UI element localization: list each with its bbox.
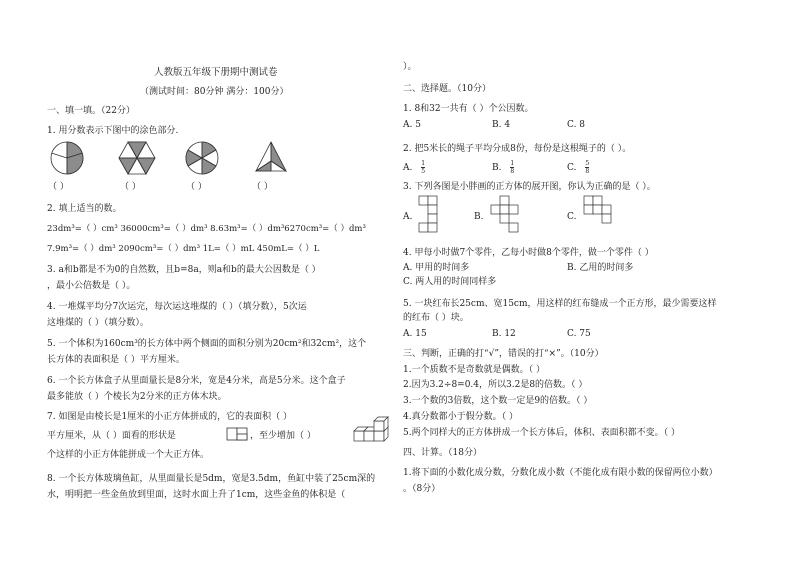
choice-2-option-a[interactable] bbox=[403, 160, 425, 175]
q1-answer-blank-2[interactable]: （ ） bbox=[120, 182, 141, 192]
question-7-line-2a: 平方厘米，从（ ）面看的形状是 bbox=[47, 431, 176, 441]
judge-2: 2.因为3.2÷8=0.4，所以3.2是8的倍数。（ ） bbox=[403, 380, 588, 390]
exam-title: 人教版五年级下册期中测试卷 bbox=[154, 67, 278, 78]
choice-4-option-c[interactable]: C. 两人用的时间同样多 bbox=[403, 277, 497, 287]
choice-2: 2. 把5米长的绳子平均分成8份，每份是这根绳子的（ ）。 bbox=[403, 144, 632, 154]
question-5-line-1: 5. 一个体积为160cm³的长方体中两个侧面的面积分别为20cm²和32cm²，这个 bbox=[47, 339, 367, 349]
judge-5: 5.两个同样大的正方体拼成一个长方体后，体积、表面积都不变。（ ） bbox=[403, 428, 680, 438]
choice-5-option-c[interactable]: C. 75 bbox=[567, 329, 591, 339]
triangle-fraction-figure bbox=[254, 140, 288, 174]
choice-2-option-c[interactable] bbox=[567, 160, 589, 175]
section-3-heading: 三、判断，正确的打“√”，错误的打“×”。（10分） bbox=[403, 349, 604, 359]
question-3-line-1: 3. a和b都是不为0的自然数，且b=8a，则a和b的最大公因数是（ ） bbox=[47, 265, 321, 275]
question-8-line-2: 水，明明把一些金鱼放到里面，这时水面上升了1cm，这些金鱼的体积是（ bbox=[47, 490, 346, 500]
circle-fraction-figure bbox=[49, 140, 85, 176]
q1-answer-blank-1[interactable]: （ ） bbox=[48, 182, 69, 192]
choice-4-option-b[interactable]: B. 乙用的时间多 bbox=[567, 263, 634, 273]
fraction-numerator: 5 bbox=[585, 160, 590, 167]
question-6-line-1: 6. 一个长方体盒子从里面量长是8分米，宽是4分米，高是5分米。这个盒子 bbox=[47, 376, 346, 386]
question-8-line-1: 8. 一个长方体玻璃鱼缸，从里面量长是5dm，宽是3.5dm，鱼缸中装了25cm深的 bbox=[47, 474, 376, 484]
fraction bbox=[421, 160, 425, 175]
stacked-cubes-figure bbox=[352, 413, 394, 445]
question-2: 2. 填上适当的数。 bbox=[47, 204, 122, 214]
choice-5-line-2: 的红布（ ）块。 bbox=[403, 313, 469, 323]
question-1: 1. 用分数表示下图中的涂色部分. bbox=[47, 126, 179, 136]
cube-net-a-figure bbox=[418, 195, 448, 237]
question-3-line-2: ，最小公倍数是（ ）。 bbox=[47, 281, 136, 291]
fraction-numerator: 1 bbox=[421, 160, 426, 167]
choice-4-option-a[interactable]: A. 甲用的时间多 bbox=[403, 263, 470, 273]
question-5-line-2: 长方体的表面积是（ ）平方厘米。 bbox=[47, 355, 185, 365]
choice-1: 1. 8和32一共有（ ）个公因数。 bbox=[403, 104, 534, 114]
question-4-line-1: 4. 一堆煤平均分7次运完，每次运这堆煤的（ ）（填分数），5次运 bbox=[47, 302, 307, 312]
choice-2-option-b[interactable] bbox=[492, 160, 514, 175]
fraction bbox=[510, 160, 514, 175]
choice-5-option-b[interactable]: B. 12 bbox=[492, 329, 516, 339]
circle-sixths-figure bbox=[184, 140, 220, 176]
question-6-line-2: 最多能放（ ）个棱长为2分米的正方体木块。 bbox=[47, 392, 227, 402]
option-letter: C. bbox=[567, 163, 577, 173]
exam-subtitle: （测试时间：80分钟 满分：100分） bbox=[140, 87, 289, 97]
option-letter: A. bbox=[403, 163, 413, 173]
choice-3-option-a[interactable]: A. bbox=[403, 212, 413, 222]
choice-3-option-c[interactable]: C. bbox=[567, 212, 577, 222]
judge-1: 1.一个质数不是奇数就是偶数。（ ） bbox=[403, 365, 545, 375]
judge-3: 3.一个数的3倍数，这个数一定是9的倍数。（ ） bbox=[403, 396, 593, 406]
q1-answer-blank-3[interactable]: （ ） bbox=[186, 182, 207, 192]
fraction bbox=[585, 160, 589, 175]
hexagon-fraction-figure bbox=[118, 140, 156, 176]
fraction-denominator: 8 bbox=[585, 168, 590, 175]
choice-1-option-b[interactable]: B. 4 bbox=[492, 120, 511, 130]
question-4-line-2: 这堆煤的（ ）（填分数）。 bbox=[47, 318, 149, 328]
q2-line-1[interactable]: 23dm³=（ ）cm³ 36000cm³=（ ）dm³ 8.63m³=（ ）dm³6270cm³=（ ）dm³ bbox=[47, 224, 366, 234]
q1-answer-blank-4[interactable]: （ ） bbox=[252, 182, 273, 192]
fraction-denominator: 8 bbox=[510, 168, 515, 175]
choice-4: 4. 甲每小时做7个零件，乙每小时做8个零件，做一个零件（ ） bbox=[403, 248, 654, 258]
question-7-line-3: 个这样的小正方体能拼成一个大正方体。 bbox=[47, 450, 210, 460]
q2-line-2[interactable]: 7.9m³=（ ）dm³ 2090cm³=（ ）dm³ 1L=（ ）mL 450mL=（ ）L bbox=[47, 244, 320, 254]
cube-net-c-figure bbox=[583, 195, 619, 237]
fraction-numerator: 1 bbox=[510, 160, 515, 167]
choice-5-line-1: 5. 一块红布长25cm、宽15cm，用这样的红布缝成一个正方形，最少需要这样 bbox=[403, 299, 717, 309]
section-1-heading: 一、填一填。（22分） bbox=[47, 106, 135, 116]
section-4-heading: 四、计算。（18分） bbox=[403, 448, 482, 458]
calc-1-line-1: 1.将下面的小数化成分数，分数化成小数（不能化成有限小数的保留两位小数） bbox=[403, 468, 718, 478]
question-7-line-1: 7. 如图是由棱长是1厘米的小正方体拼成的，它的表面积（ ） bbox=[47, 412, 293, 422]
choice-1-option-c[interactable]: C. 8 bbox=[567, 120, 586, 130]
question-8-continued: ）。 bbox=[403, 62, 417, 72]
judge-4: 4.真分数都小于假分数。（ ） bbox=[403, 412, 518, 422]
question-7-line-2b: ，至少增加（ ） bbox=[250, 431, 316, 441]
option-letter: B. bbox=[492, 163, 502, 173]
section-2-heading: 二、选择题。（10分） bbox=[403, 84, 491, 94]
choice-3-option-b[interactable]: B. bbox=[474, 212, 484, 222]
fraction-denominator: 5 bbox=[421, 168, 426, 175]
choice-5-option-a[interactable]: A. 15 bbox=[403, 329, 427, 339]
cube-net-b-figure bbox=[490, 195, 526, 237]
choice-1-option-a[interactable]: A. 5 bbox=[403, 120, 421, 130]
choice-3: 3. 下列各图是小胖画的正方体的展开图，你认为正确的是（ ）。 bbox=[403, 182, 656, 192]
calc-1-line-2: 。（8分） bbox=[403, 484, 441, 494]
side-view-squares-icon bbox=[226, 427, 248, 441]
